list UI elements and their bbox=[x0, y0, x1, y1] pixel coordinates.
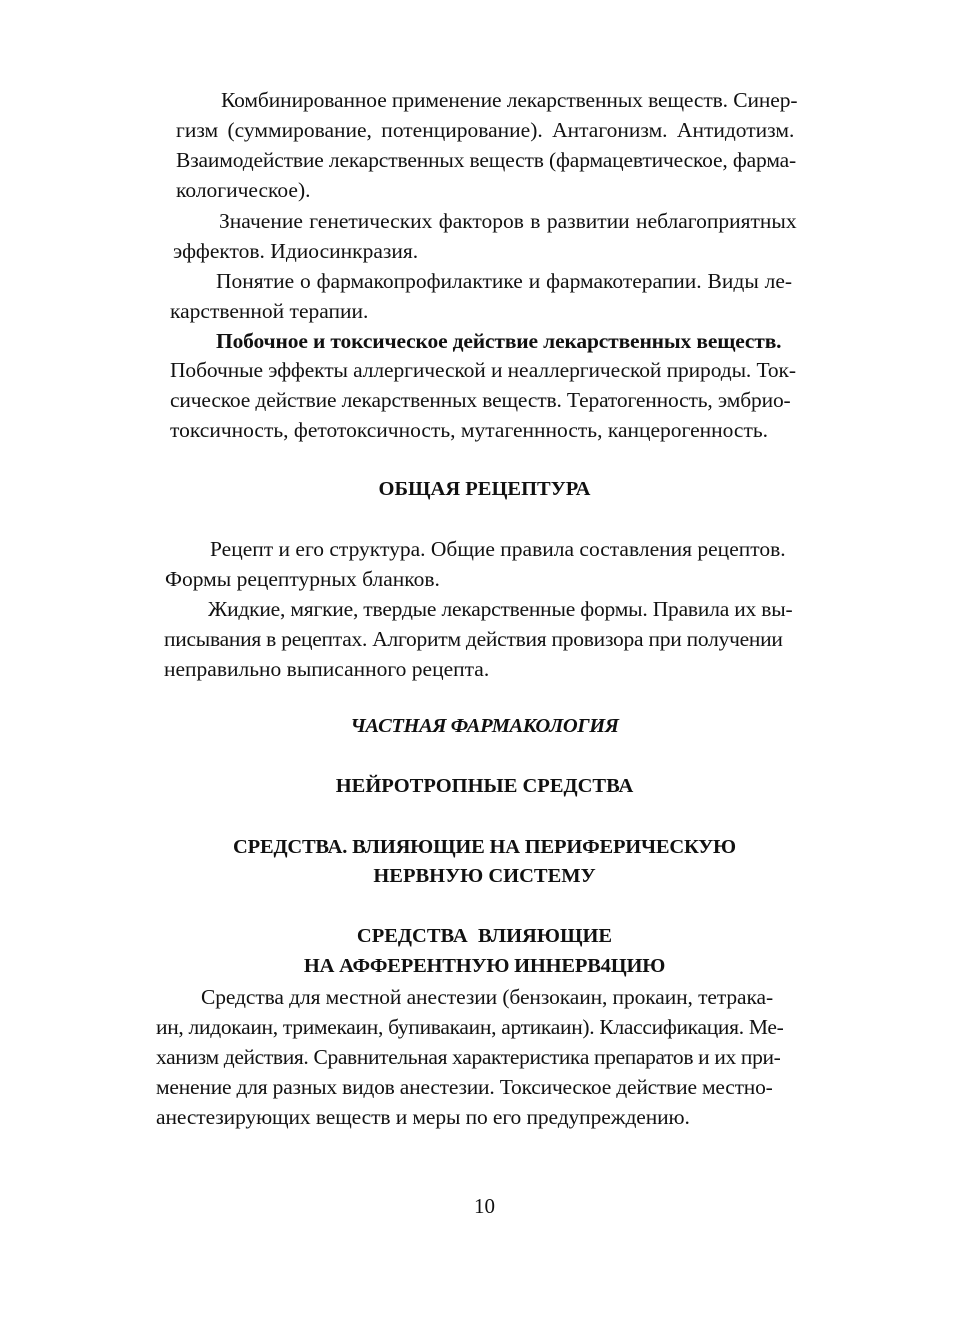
bold-lead-heading: Побочное и токсическое действие лекарственных веществ. bbox=[216, 329, 782, 353]
text-line: Формы рецептурных бланков. bbox=[165, 567, 440, 591]
text-line: Побочные эффекты аллергической и неаллергической природы. Ток- bbox=[170, 358, 796, 382]
text-line: Понятие о фармакопрофилактике и фармакотерапии. Виды ле- bbox=[216, 269, 793, 293]
heading-line: СРЕДСТВА. ВЛИЯЮЩИЕ НА ПЕРИФЕРИЧЕСКУЮ bbox=[233, 836, 736, 858]
heading-line: НЕРВНУЮ СИСТЕМУ bbox=[373, 865, 596, 887]
text-line: сическое действие лекарственных веществ. Тератогенность, эмбрио- bbox=[170, 388, 791, 412]
text-line: токсичность, фетотоксичность, мутагеннность, канцерогенность. bbox=[170, 418, 769, 442]
heading-line: СРЕДСТВА ВЛИЯЮЩИЕ bbox=[356, 925, 613, 947]
text-line: ин, лидокаин, тримекаин, бупивакаин, артикаин). Классификация. Ме- bbox=[156, 1015, 784, 1039]
page-number: 10 bbox=[474, 1194, 495, 1218]
section-heading-neurotropic: НЕЙРОТРОПНЫЕ СРЕДСТВА bbox=[335, 775, 634, 797]
text-line: Взаимодействие лекарственных веществ (фармацевтическое, фарма- bbox=[176, 148, 797, 172]
text-line: кологическое). bbox=[176, 178, 311, 202]
text-line: менение для разных видов анестезии. Токсическое действие местно- bbox=[156, 1075, 773, 1099]
text-line: Комбинированное применение лекарственных веществ. Синер- bbox=[221, 88, 798, 112]
text-line: гизм (суммирование, потенцирование). Антагонизм. Антидотизм. bbox=[176, 118, 795, 142]
text-line: писывания в рецептах. Алгоритм действия провизора при получении bbox=[164, 627, 783, 651]
text-line: неправильно выписанного рецепта. bbox=[164, 657, 490, 681]
text-line: Средства для местной анестезии (бензокаин, прокаин, тетрака- bbox=[201, 985, 774, 1009]
text-line: карственной терапии. bbox=[170, 299, 369, 323]
text-line: Жидкие, мягкие, твердые лекарственные формы. Правила их вы- bbox=[208, 597, 793, 621]
text-line: эффектов. Идиосинкразия. bbox=[173, 239, 419, 263]
section-heading-special-pharmacology: ЧАСТНАЯ ФАРМАКОЛОГИЯ bbox=[350, 715, 619, 737]
heading-line: НА АФФЕРЕНТНУЮ ИННЕРВ4ЦИЮ bbox=[303, 955, 666, 977]
text-line: анестезирующих веществ и меры по его предупреждению. bbox=[156, 1105, 690, 1129]
text-line: ханизм действия. Сравнительная характеристика препаратов и их при- bbox=[156, 1045, 781, 1069]
text-line: Значение генетических факторов в развитии неблагоприятных bbox=[219, 209, 797, 233]
section-heading-general-prescription: ОБЩАЯ РЕЦЕПТУРА bbox=[378, 478, 591, 500]
text-line: Рецепт и его структура. Общие правила составления рецептов. bbox=[210, 537, 786, 561]
